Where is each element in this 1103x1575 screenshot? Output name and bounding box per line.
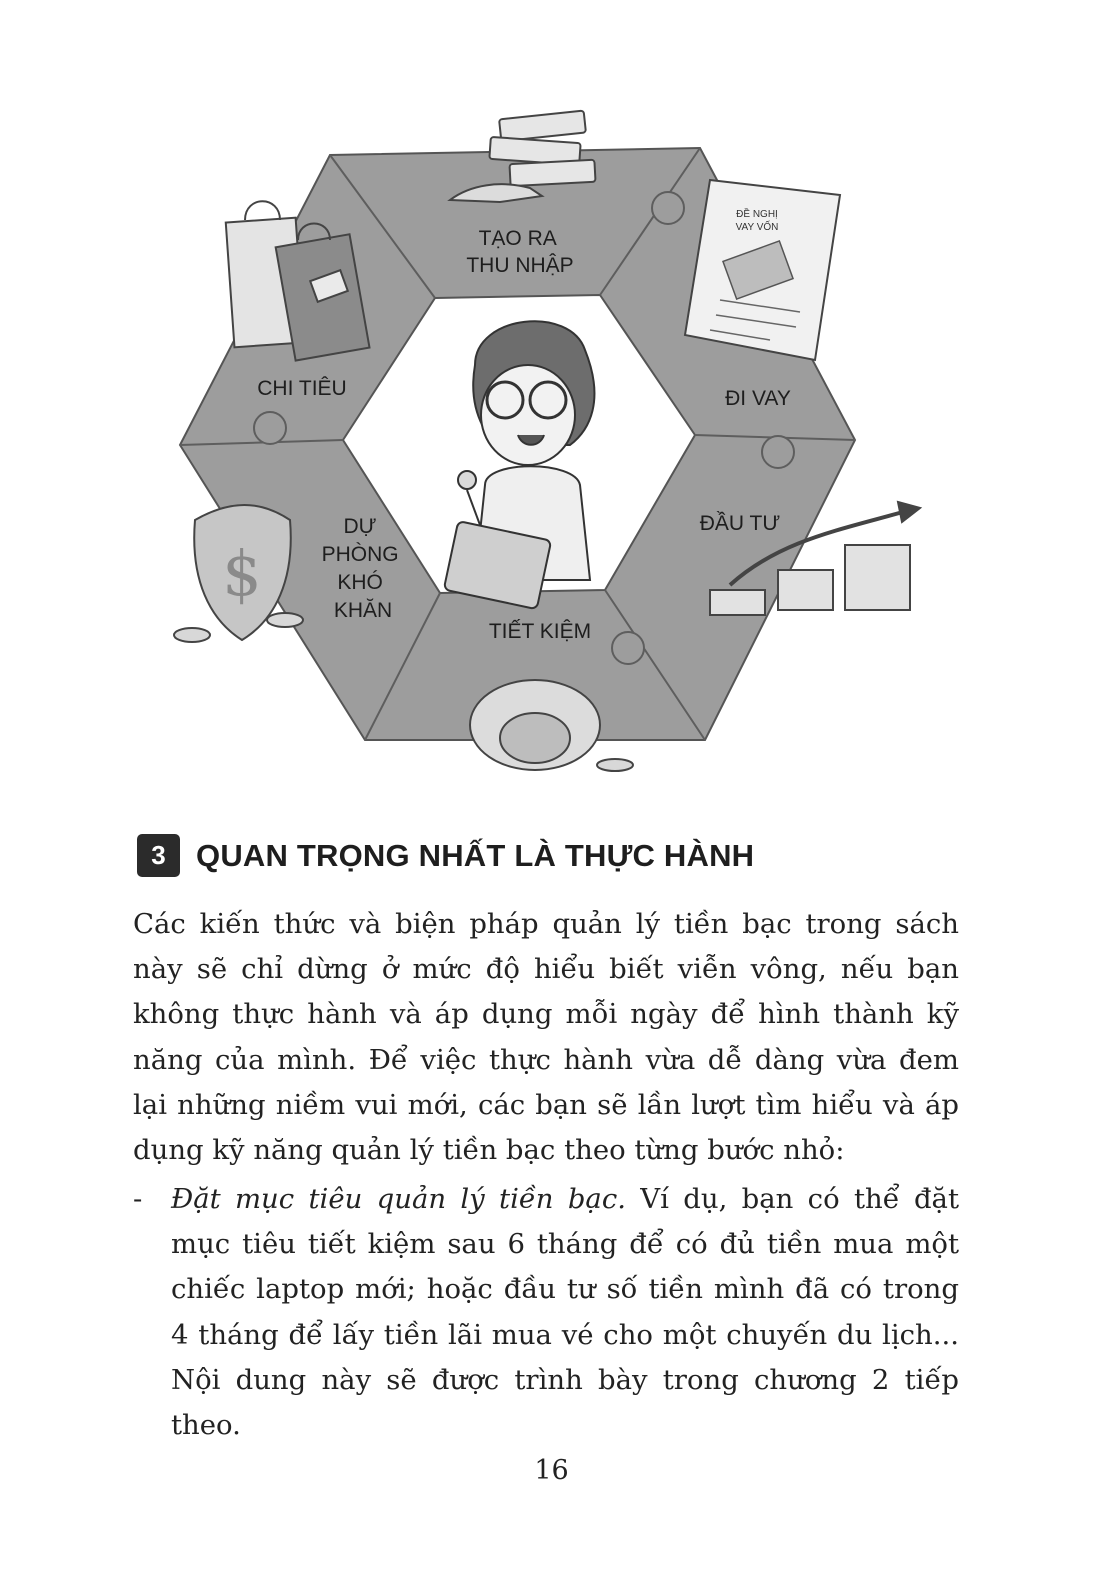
section-title: QUAN TRỌNG NHẤT LÀ THỰC HÀNH xyxy=(196,837,755,873)
bullet-text: Ví dụ, bạn có thể đặt mục tiêu tiết kiệm sau 6 tháng để có đủ tiền mua một chiếc laptop mới; hoặc đầu tư số tiền mình đã có trong 4 tháng để lấy tiền lãi mua vé cho một chuyến du lịch... Nội dung này sẽ được trình bày trong chương 2 tiếp theo. xyxy=(171,1183,960,1442)
label-di-vay: ĐI VAY xyxy=(725,387,791,410)
puzzle-knob xyxy=(612,632,644,664)
label-dau-tu: ĐẦU TƯ xyxy=(699,512,781,535)
body-paragraph: Các kiến thức và biện pháp quản lý tiền bạc trong sách này sẽ chỉ dừng ở mức độ hiểu biết viễn vông, nếu bạn không thực hành và áp dụng mỗi ngày để hình thành kỹ năng của mình. Để việc thực hành vừa dễ dàng vừa đem lại những niềm vui mới, các bạn sẽ lần lượt tìm hiểu và áp dụng kỹ năng quản lý tiền bạc theo từng bước nhỏ: xyxy=(133,908,959,1167)
label-tiet-kiem: TIẾT KIỆM xyxy=(488,620,592,643)
section-heading xyxy=(137,834,754,877)
bullet-item xyxy=(133,1177,959,1448)
svg-text:ĐỀ NGHỊ: ĐỀ NGHỊ xyxy=(736,209,778,220)
bullet-italic-lead: Đặt mục tiêu quản lý tiền bạc. xyxy=(171,1183,626,1215)
label-tao-ra-thu-nhap: TẠO RA THU NHẬP xyxy=(466,227,574,277)
bullet-marker: - xyxy=(133,1183,143,1215)
section-number-badge: 3 xyxy=(137,834,180,877)
label-chi-tieu: CHI TIÊU xyxy=(257,377,347,400)
safety-shield-icon xyxy=(174,505,303,642)
svg-text:$: $ xyxy=(222,537,262,610)
loan-request-document-icon xyxy=(685,180,840,360)
puzzle-knob xyxy=(254,412,286,444)
girl-with-notebook-illustration xyxy=(444,321,595,609)
puzzle-knob xyxy=(762,436,794,468)
label-du-phong-kho-khan: DỰ PHÒNG KHÓ KHĂN xyxy=(321,515,399,622)
puzzle-knob xyxy=(652,192,684,224)
bullet-content xyxy=(171,1177,959,1448)
money-cycle-illustration xyxy=(150,100,970,790)
page-number: 16 xyxy=(534,1455,569,1486)
svg-text:VAY VỐN: VAY VỐN xyxy=(735,222,779,233)
